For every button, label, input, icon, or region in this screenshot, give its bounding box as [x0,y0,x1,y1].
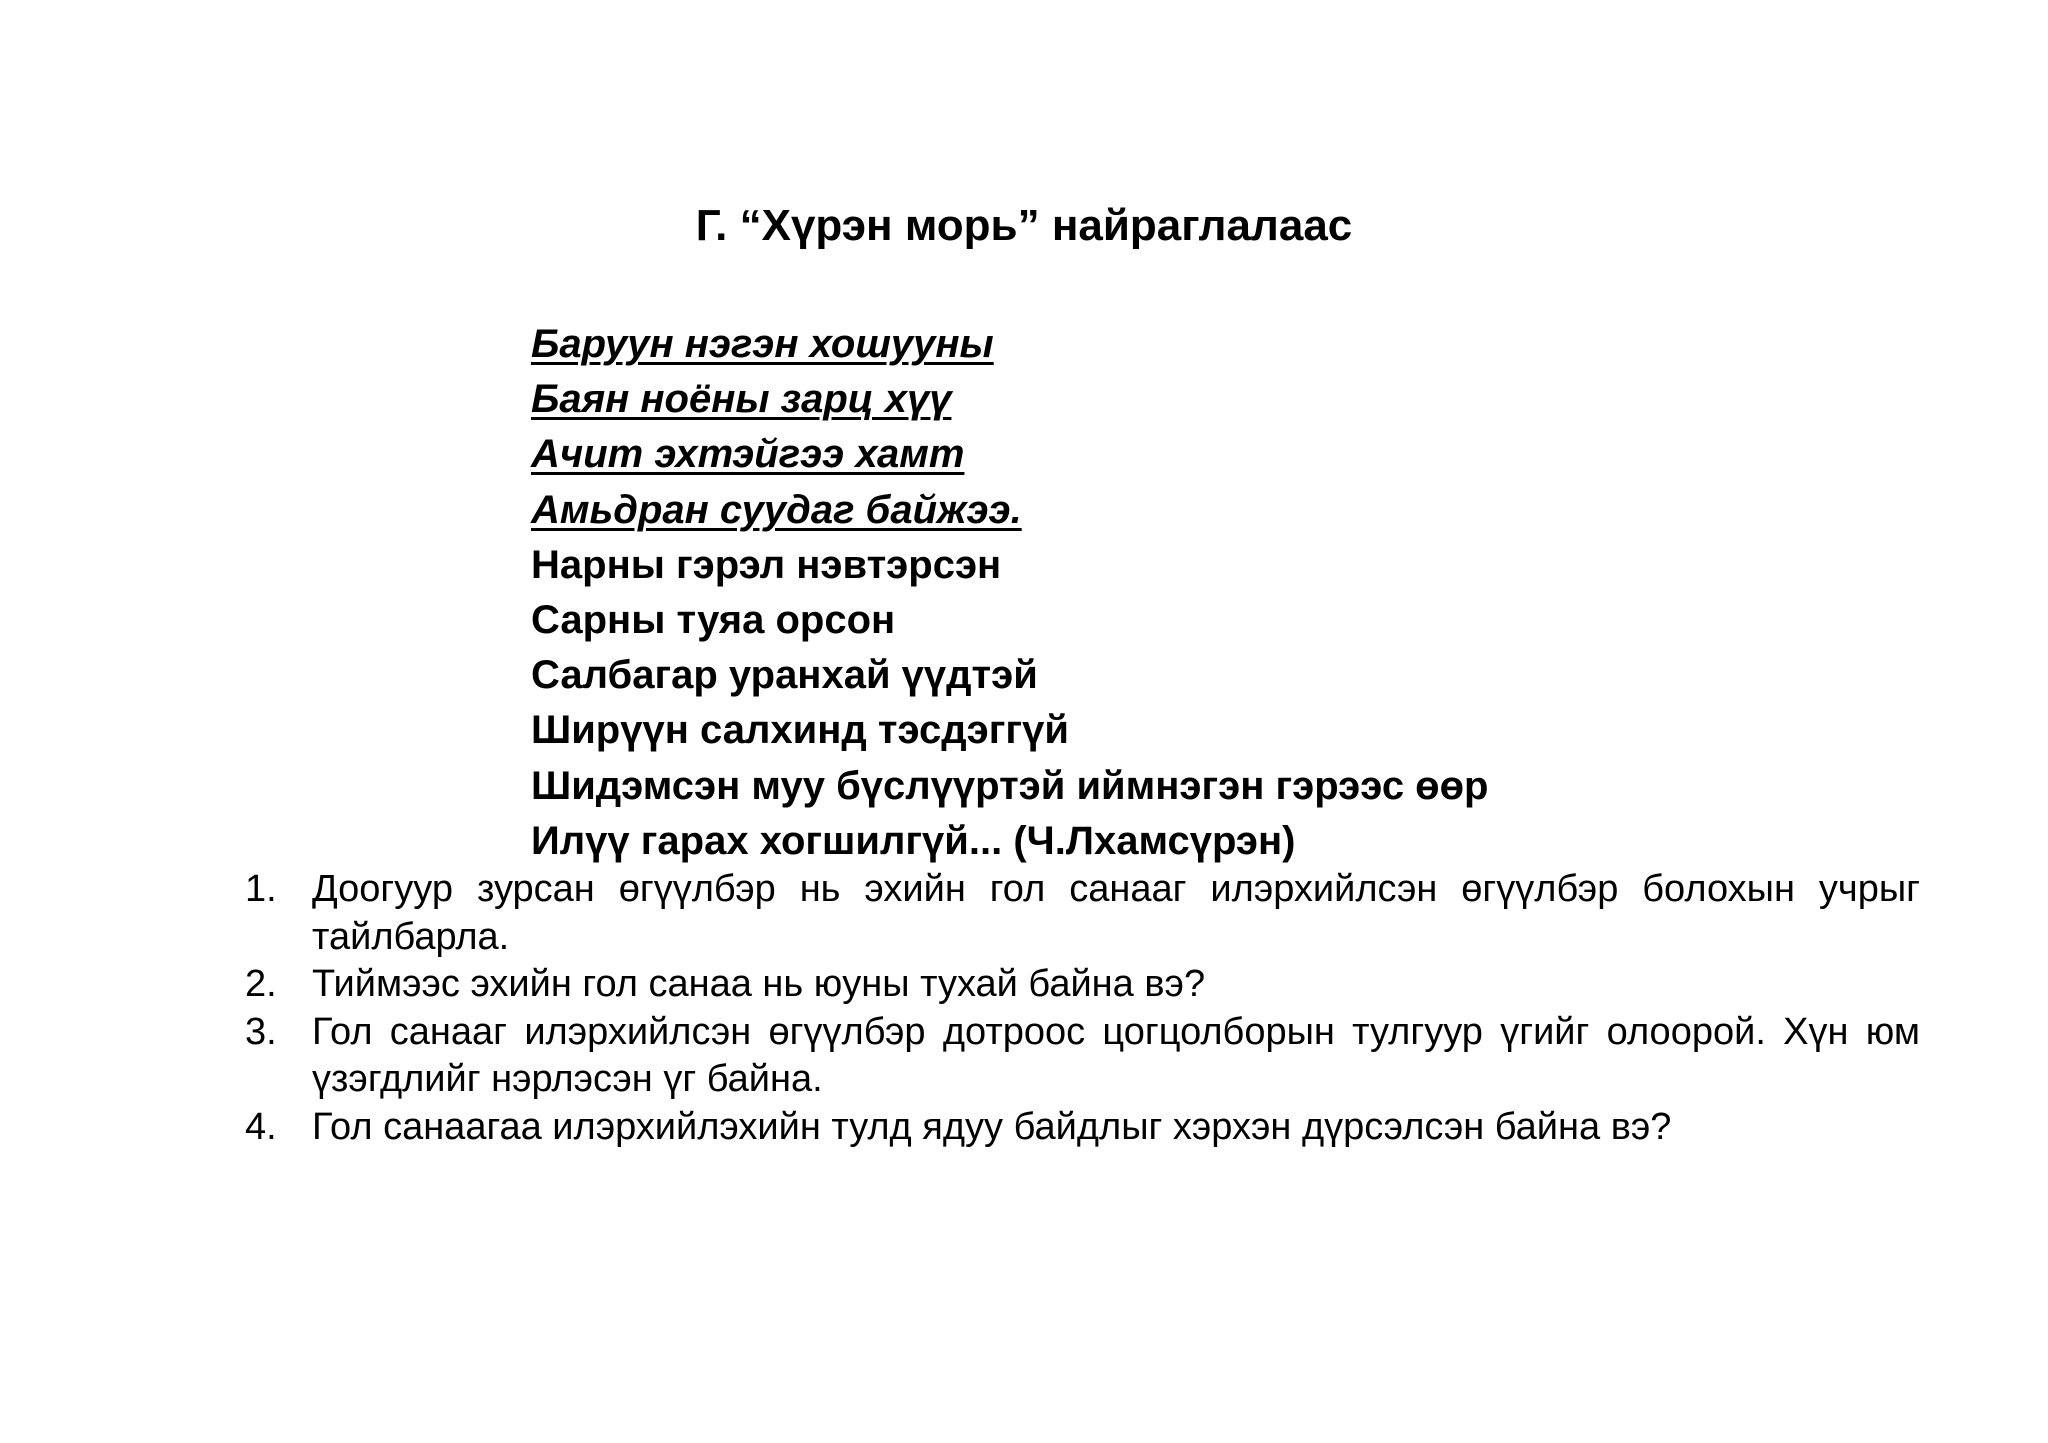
question-text: Доогуур зурсан өгүүлбэр нь эхийн гол санааг илэрхийлсэн өгүүлбэр болохын учрыг тайлбарла. [312,868,1920,958]
question-text: Гол санааг илэрхийлсэн өгүүлбэр дотроос цогцолборын тулгуур үгийг олоорой. Хүн юм үзэгдлийг нэрлэсэн үг байна. [312,1010,1920,1100]
poem-line-main-idea: Ачит эхтэйгээ хамт [531,432,965,477]
poem-line: Шидэмсэн муу бүслүүртэй иймнэгэн гэрээс өөр [531,763,1489,808]
poem-line-main-idea: Баруун нэгэн хошууны [531,322,994,366]
question-number: 1. [245,868,277,910]
question-text: Тиймээс эхийн гол санаа нь юуны тухай байна вэ? [312,963,1206,1005]
poem-line: Сарны туяа орсон [531,598,896,643]
question-number: 2. [245,963,277,1005]
poem-line: Ширүүн салхинд тэсдэггүй [531,708,1069,753]
question-item [245,1009,1920,1104]
question-text: Гол санаагаа илэрхийлэхийн тулд ядуу байдлыг хэрхэн дүрсэлсэн байна вэ? [312,1105,1672,1148]
question-number: 4. [245,1105,277,1148]
poem-excerpt [531,317,1488,869]
document-title: Г. “Хүрэн морь” найраглалаас [695,201,1353,250]
question-list [245,866,1920,1151]
poem-line-main-idea: Баян ноёны зарц хүү [531,377,952,422]
poem-line: Нарны гэрэл нэвтэрсэн [531,542,1002,587]
question-item [245,1104,1920,1152]
poem-line-main-idea: Амьдран суудаг байжээ. [531,487,1022,532]
question-item [245,866,1920,961]
poem-line: Илүү гарах хогшилгүй... (Ч.Лхамсүрэн) [531,818,1296,863]
question-item [245,961,1920,1009]
poem-line: Салбагар уранхай үүдтэй [531,653,1038,698]
question-number: 3. [245,1010,277,1053]
